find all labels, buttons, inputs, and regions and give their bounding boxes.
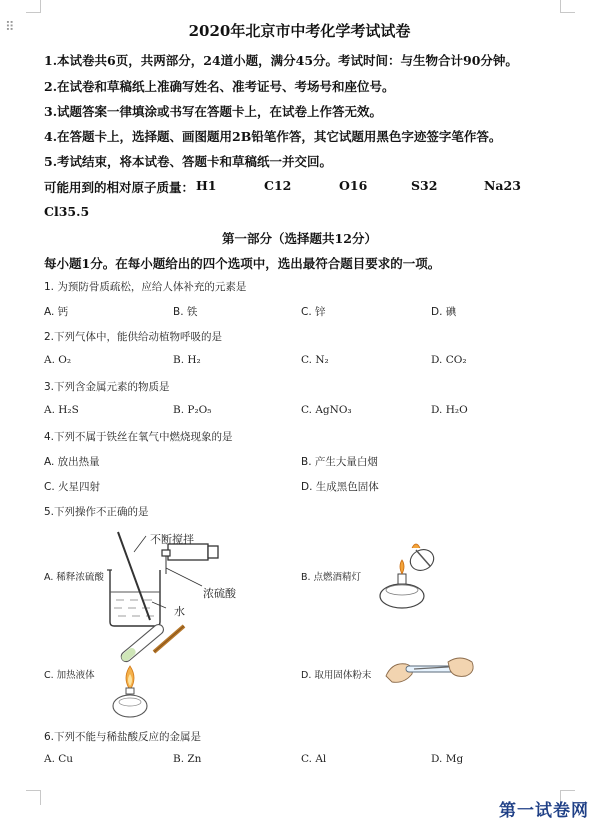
heating-liquid-illustration — [110, 622, 190, 720]
question-4-option-a: A. 放出热量 — [44, 456, 100, 468]
water-label: 水 — [174, 605, 185, 618]
question-2-option-a: A. O₂ — [44, 354, 72, 366]
question-2-stem: 2.下列气体中，能供给动植物呼吸的是 — [44, 331, 223, 343]
question-5-option-a: A. 稀释浓硫酸 — [44, 572, 104, 583]
corner-mark-top-right — [560, 0, 575, 13]
question-3-option-d: D. H₂O — [431, 404, 468, 416]
question-6-option-d: D. Mg — [431, 753, 464, 765]
alcohol-lamp-illustration — [372, 538, 442, 614]
instruction: 每小题1分。在每小题给出的四个选项中，选出最符合题目要求的一项。 — [44, 256, 441, 271]
question-1-option-d: D. 碘 — [431, 306, 457, 318]
atomic-mass-label: 可能用到的相对原子质量： — [44, 180, 195, 195]
atomic-mass-s: S32 — [411, 178, 438, 193]
corner-mark-bottom-left — [26, 790, 41, 805]
atomic-mass-o: O16 — [339, 178, 368, 193]
corner-mark-top-left — [26, 0, 41, 13]
rule-1: 1.本试卷共6页，共两部分，24道小题，满分45分。考试时间：与生物合计90分钟。 — [44, 53, 518, 68]
question-3-option-c: C. AgNO₃ — [301, 404, 352, 416]
question-2-option-d: D. CO₂ — [431, 354, 467, 366]
powder-sampling-illustration — [384, 650, 476, 690]
atomic-mass-na: Na23 — [484, 178, 521, 193]
question-3-option-a: A. H₂S — [44, 404, 79, 416]
question-5-stem: 5.下列操作不正确的是 — [44, 506, 149, 518]
atomic-mass-c: C12 — [264, 178, 292, 193]
question-3-option-b: B. P₂O₅ — [173, 404, 212, 416]
question-1-stem: 1. 为预防骨质疏松，应给人体补充的元素是 — [44, 281, 247, 293]
question-1-option-a: A. 钙 — [44, 306, 69, 318]
question-6-option-a: A. Cu — [44, 753, 74, 765]
rule-4: 4.在答题卡上，选择题、画图题用2B铅笔作答，其它试题用黑色字迹签字笔作答。 — [44, 129, 502, 144]
atomic-mass-cl: Cl35.5 — [44, 204, 90, 219]
atomic-mass-h: H1 — [196, 178, 217, 193]
site-watermark: 第一试卷网 — [499, 801, 589, 821]
page-title: 2020年北京市中考化学考试试卷 — [188, 22, 411, 40]
rule-5: 5.考试结束，将本试卷、答题卡和草稿纸一并交回。 — [44, 154, 333, 169]
question-1-option-c: C. 锌 — [301, 306, 326, 318]
question-2-option-c: C. N₂ — [301, 354, 329, 366]
question-4-option-b: B. 产生大量白烟 — [301, 456, 378, 468]
rule-3: 3.试题答案一律填涂或书写在答题卡上，在试卷上作答无效。 — [44, 104, 383, 119]
question-5-option-d: D. 取用固体粉末 — [301, 670, 372, 681]
question-4-stem: 4.下列不属于铁丝在氧气中燃烧现象的是 — [44, 431, 233, 443]
question-4-option-c: C. 火星四射 — [44, 481, 101, 493]
stir-label: 不断搅拌 — [150, 533, 194, 546]
question-1-option-b: B. 铁 — [173, 306, 198, 318]
drag-handle-icon[interactable]: ⠿ — [5, 20, 15, 35]
question-6-option-c: C. Al — [301, 753, 327, 765]
rule-2: 2.在试卷和草稿纸上准确写姓名、准考证号、考场号和座位号。 — [44, 79, 395, 94]
concentrated-acid-label: 浓硫酸 — [203, 587, 236, 600]
question-4-option-d: D. 生成黑色固体 — [301, 481, 379, 493]
question-5-option-c: C. 加热液体 — [44, 670, 95, 681]
section-heading: 第一部分（选择题共12分） — [222, 231, 377, 246]
question-6-stem: 6.下列不能与稀盐酸反应的金属是 — [44, 731, 202, 743]
question-2-option-b: B. H₂ — [173, 354, 201, 366]
question-5-option-b: B. 点燃酒精灯 — [301, 572, 362, 583]
question-3-stem: 3.下列含金属元素的物质是 — [44, 381, 170, 393]
question-6-option-b: B. Zn — [173, 753, 202, 765]
